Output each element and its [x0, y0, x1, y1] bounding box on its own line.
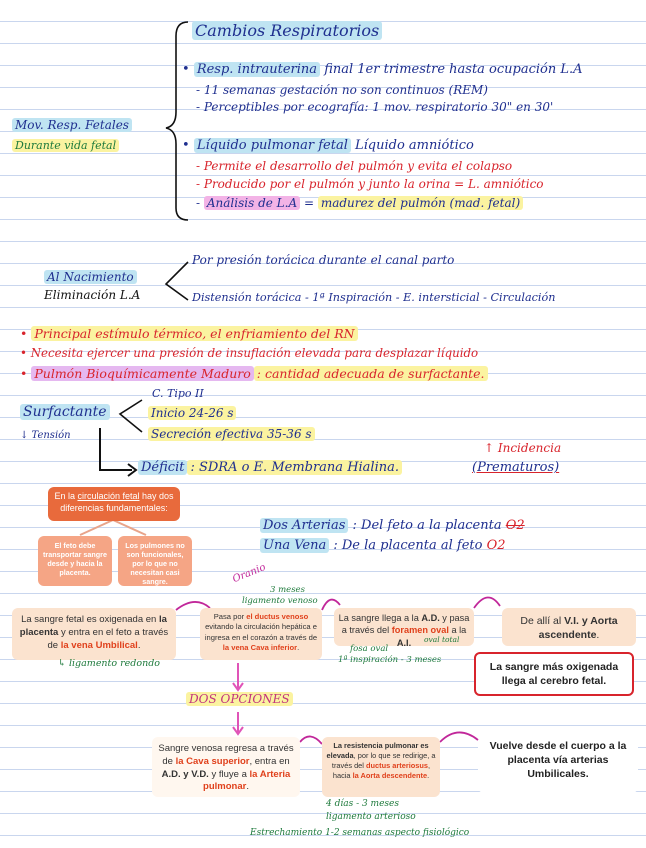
liquido-line: • Líquido pulmonar fetal Líquido amniótico: [182, 138, 474, 153]
note-3meses: 3 meses: [270, 585, 305, 595]
surfactante-item-2: Inicio 24-26 s: [148, 407, 236, 421]
surfactante-sub: ↓ Tensión: [20, 430, 71, 441]
note-oval-total: oval total: [424, 635, 460, 644]
note-inspiracion: 1ª inspiración - 3 meses: [338, 655, 442, 665]
flow-box-aorta: De allí al V.I. y Aorta ascendente.: [502, 608, 636, 646]
bullet-estimulo: • Principal estímulo térmico, el enfriamiento del RN: [20, 327, 358, 341]
nacimiento-branch-2: Distensión torácica - 1ª Inspiración - E. intersticial - Circulación: [192, 291, 556, 304]
nacimiento-branch-1: Por presión torácica durante el canal parto: [192, 253, 455, 267]
surfactante-item-3: Secreción efectiva 35-36 s: [148, 428, 315, 442]
deficit-line: Déficit : SDRA o E. Membrana Hialina.: [138, 461, 402, 476]
intrauterina-line: • Resp. intrauterina final 1er trimestre hasta ocupación L.A: [182, 62, 583, 77]
incidencia-label: ↑ Incidencia: [484, 441, 562, 455]
note-ligamento-arterioso: ligamento arterioso: [326, 812, 416, 822]
page-title: Cambios Respiratorios: [192, 22, 382, 40]
flow-box-ductus-arteriosus: La resistencia pulmonar es elevada, por lo que se redirige, a través del ductus arteriosus, hacia la Aorta descendente.: [322, 737, 440, 797]
left-label-mov: Mov. Resp. Fetales: [12, 119, 132, 133]
liquido-item-2: - Producido por el pulmón y junto la orina = L. amniótico: [196, 177, 544, 191]
vena-line: Una Vena : De la placenta al feto O2: [260, 539, 506, 554]
flow-box-cerebro: La sangre más oxigenada llega al cerebro fetal.: [474, 652, 634, 696]
dos-opciones-label: DOS OPCIONES: [186, 693, 293, 707]
liquido-analisis: - Análisis de L.A = madurez del pulmón (mad. fetal): [196, 197, 523, 211]
surfactante-item-1: C. Tipo II: [152, 387, 204, 400]
flow-box-cava-superior: Sangre venosa regresa a través de la Cava superior, entra en A.D. y V.D. y fluye a la Arteria pulmonar.: [152, 737, 300, 797]
note-ligamento-venoso: ligamento venoso: [242, 596, 318, 606]
intrauterina-item-2: - Perceptibles por ecografía: 1 mov. respiratorio 30" en 30': [196, 100, 554, 114]
surfactante-label: Surfactante: [20, 404, 110, 420]
flow-box-arterias-umbilicales: Vuelve desde el cuerpo a la placenta vía arterias Umbilicales.: [478, 737, 638, 793]
note-oranio: Oranio: [231, 561, 268, 586]
nacimiento-label: Al Nacimiento: [44, 271, 137, 285]
note-fosa-oval: fosa oval: [350, 644, 389, 654]
prematuros-label: (Prematuros): [472, 460, 560, 475]
intrauterina-item-1: - 11 semanas gestación no son continuos (REM): [196, 83, 488, 97]
arterias-line: Dos Arterias : Del feto a la placenta O2: [260, 519, 525, 534]
flow-box-ductus-venoso: Pasa por el ductus venoso evitando la circulación hepática e ingresa en el corazón a través de la vena Cava inferior.: [200, 608, 322, 660]
note-ligamento-redondo: ↳ ligamento redondo: [58, 658, 160, 669]
bullet-pulmon: • Pulmón Bioquímicamente Maduro : cantidad adecuada de surfactante.: [20, 367, 488, 381]
note-4dias: 4 días - 3 meses: [326, 799, 399, 809]
liquido-item-1: - Permite el desarrollo del pulmón y evita el colapso: [196, 159, 513, 173]
circ-left-box: El feto debe transportar sangre desde y hacia la placenta.: [38, 536, 112, 586]
note-estrechamiento: Estrechamiento 1-2 semanas aspecto fisiológico: [250, 828, 470, 838]
bullet-presion: • Necesita ejercer una presión de insuflación elevada para desplazar líquido: [20, 346, 479, 360]
circ-title-box: En la circulación fetal hay dos diferencias fundamentales:: [48, 487, 180, 521]
circ-right-box: Los pulmones no son funcionales, por lo que no necesitan casi sangre.: [118, 536, 192, 586]
flow-box-placenta: La sangre fetal es oxigenada en la placenta y entra en el feto a través de la vena Umbilical.: [12, 608, 176, 660]
flow-box-foramen: La sangre llega a la A.D. y pasa a través del foramen oval a la A.I.: [334, 608, 474, 646]
eliminacion-label: Eliminación L.A: [44, 288, 141, 302]
left-label-durante: Durante vida fetal: [12, 140, 119, 153]
